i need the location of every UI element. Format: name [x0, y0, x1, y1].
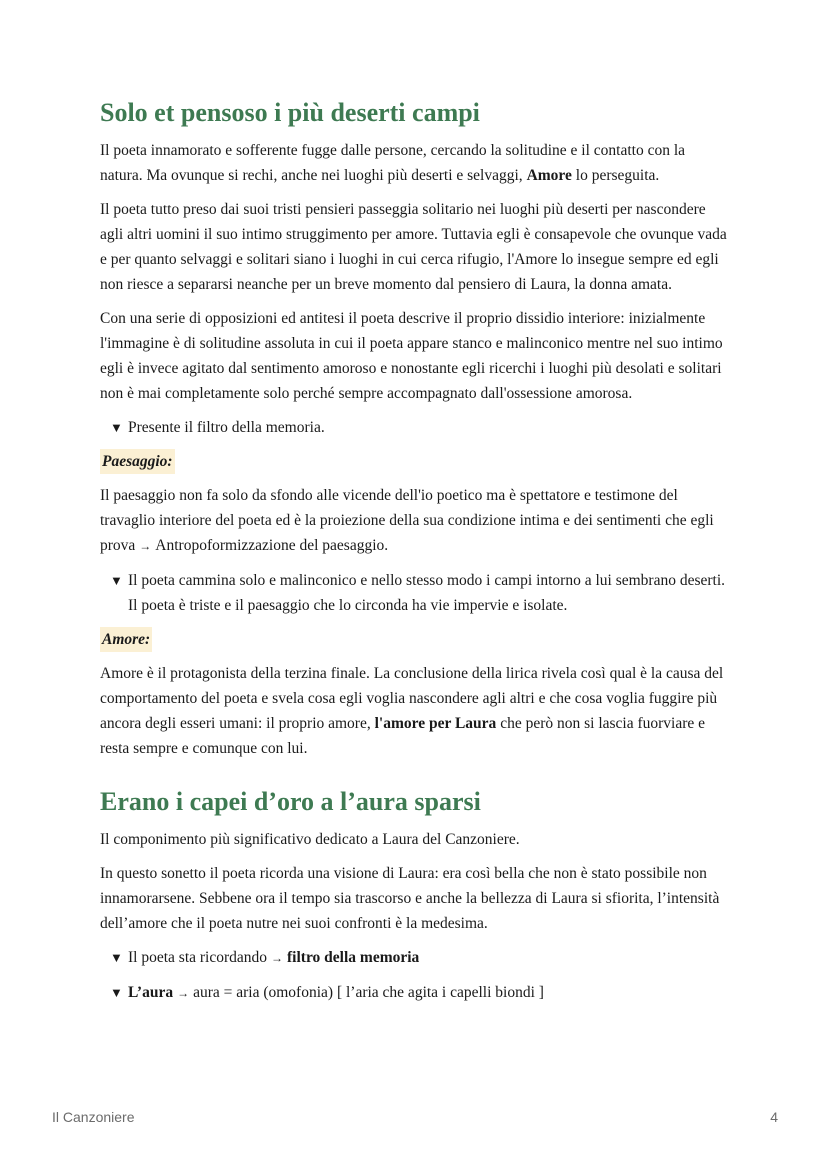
toggle-bold-filtro: filtro della memoria	[287, 949, 420, 966]
toggle-triangle-icon[interactable]: ▼	[110, 573, 123, 588]
toggle-text: Il poeta cammina solo e malinconico e nello stesso modo i campi intorno a lui sembrano deserti. Il poeta è triste e il paesaggio che lo circonda ha vie impervie e isolate.	[128, 572, 726, 614]
toggle-text-a: Il poeta sta ricordando	[128, 949, 268, 966]
footer-document-title: Il Canzoniere	[52, 1109, 135, 1125]
intro-bold-amore: Amore	[526, 167, 572, 184]
page-content	[100, 96, 730, 1015]
toggle-text: Presente il filtro della memoria.	[128, 419, 325, 436]
toggle-triangle-icon[interactable]: ▼	[110, 420, 123, 435]
right-arrow-icon: →	[139, 539, 152, 553]
toggle-poeta-cammina[interactable]	[110, 568, 730, 618]
paragraph-solitudine: Il poeta tutto preso dai suoi tristi pensieri passeggia solitario nei luoghi più deserti per nascondere agli altri uomini il suo intimo struggimento per amore. Tuttavia egli è consapevole che ovunque vada e per quanto selvaggi e solitari siano i luoghi in cui cerca rifugio, l'Amore lo insegue sempre ed egli non riesce a separarsi neanche per un breve momento dal pensiero di Laura, la donna amata.	[100, 201, 727, 293]
intro-text-b: lo perseguita.	[571, 167, 660, 184]
section-heading-erano-i-capei: Erano i capei d’oro a l’aura sparsi	[100, 787, 481, 816]
toggle-filtro-memoria[interactable]	[110, 415, 730, 440]
highlight-label-amore: Amore:	[100, 627, 152, 652]
paragraph-amore	[100, 661, 730, 761]
toggle-bold-aura: L’aura	[128, 984, 174, 1001]
amore-bold-laura: l'amore per Laura	[374, 715, 497, 732]
paesaggio-text-b: Antropoformizzazione del paesaggio.	[155, 537, 389, 554]
right-arrow-icon: →	[177, 986, 190, 1000]
paragraph-componimento: Il componimento più significativo dedicato a Laura del Canzoniere.	[100, 831, 520, 848]
paragraph-sonetto: In questo sonetto il poeta ricorda una visione di Laura: era così bella che non è stato possibile non innamorarsene. Sebbene ora il tempo sia trascorso e anche la bellezza di Laura si sfiorita, l’intensità dell’amore che il poeta nutre nei suoi confronti è la medesima.	[100, 865, 720, 932]
toggle-triangle-icon[interactable]: ▼	[110, 950, 123, 965]
toggle-aura[interactable]	[110, 980, 730, 1006]
section-heading-solo-et-pensoso: Solo et pensoso i più deserti campi	[100, 98, 480, 127]
intro-text-a: Il poeta innamorato e sofferente fugge dalle persone, cercando la solitudine e il contatto con la natura. Ma ovunque si rechi, anche nei luoghi più deserti e selvaggi,	[100, 142, 686, 184]
amore-text-b: che però non si lascia fuorviare e resta sempre e comunque con lui.	[100, 715, 706, 757]
toggle-ricordando[interactable]	[110, 945, 730, 971]
highlight-label-paesaggio: Paesaggio:	[100, 449, 175, 474]
page-number: 4	[770, 1109, 778, 1125]
right-arrow-icon: →	[271, 951, 284, 965]
paragraph-paesaggio	[100, 483, 730, 559]
paragraph-intro	[100, 138, 730, 188]
amore-text-a: Amore è il protagonista della terzina finale. La conclusione della lirica rivela così qual è la causa del comportamento del poeta e svela cosa egli voglia nascondere agli altri e che cosa voglia fuggire più ancora degli esseri umani: il proprio amore,	[100, 665, 724, 732]
paesaggio-text-a: Il paesaggio non fa solo da sfondo alle vicende dell'io poetico ma è spettatore e testimone del travaglio interiore del poeta ed è la proiezione della sua condizione intima e dei sentimenti che egli prova	[100, 487, 714, 554]
toggle-triangle-icon[interactable]: ▼	[110, 985, 123, 1000]
toggle-text-b: aura = aria (omofonia) [ l’aria che agita i capelli biondi ]	[193, 984, 544, 1001]
paragraph-antitesi: Con una serie di opposizioni ed antitesi il poeta descrive il proprio dissidio interiore: inizialmente l'immagine è di solitudine assoluta in cui il poeta appare stanco e malinconico mentre nel suo intimo egli è invece agitato dal sentimento amoroso e nonostante egli ricerchi i luoghi più desolati e solitari non è mai completamente solo perché sempre accompagnato dall'ossessione amorosa.	[100, 310, 723, 402]
